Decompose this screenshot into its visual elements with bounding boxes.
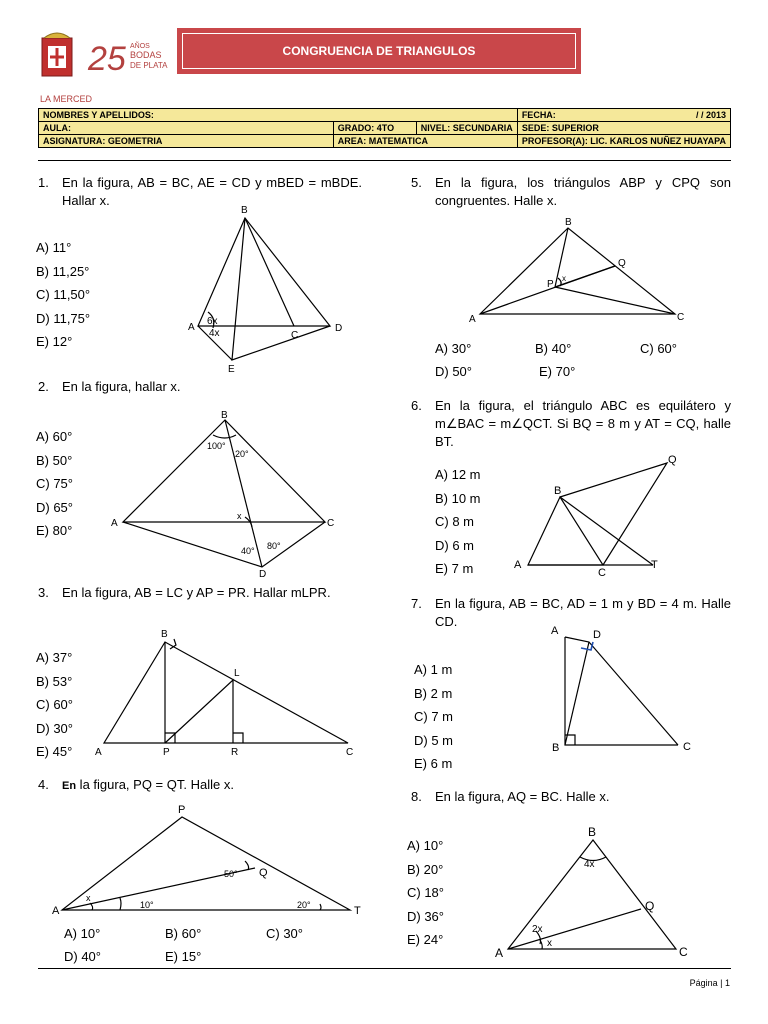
angle-label: 6x bbox=[207, 316, 218, 327]
option[interactable]: D) 50° bbox=[435, 364, 472, 379]
angle-label: 4x bbox=[584, 859, 595, 870]
vertex-label: R bbox=[231, 747, 239, 757]
school-logo bbox=[38, 28, 168, 108]
vertex-label: C bbox=[677, 312, 685, 323]
vertex-label: B bbox=[554, 485, 562, 497]
angle-label: 10° bbox=[140, 900, 154, 910]
option[interactable]: B) 2 m bbox=[414, 685, 453, 701]
option[interactable]: C) 11,50° bbox=[36, 287, 91, 302]
header-divider bbox=[38, 160, 731, 161]
option[interactable]: A) 12 m bbox=[435, 467, 481, 482]
profesor-label: PROFESOR(A): LIC. KARLOS NUÑEZ HUAYAPA bbox=[517, 135, 730, 148]
option[interactable]: E) 45° bbox=[36, 744, 73, 759]
page-number: Página | 1 bbox=[689, 978, 730, 988]
vertex-label: C bbox=[291, 330, 299, 341]
q1-figure bbox=[180, 200, 360, 378]
vertex-label: D bbox=[259, 569, 267, 580]
vertex-label: D bbox=[593, 629, 601, 641]
q4-figure bbox=[50, 800, 365, 922]
vertex-label: D bbox=[335, 323, 343, 334]
q8-figure bbox=[490, 820, 705, 965]
vertex-label: Q bbox=[645, 899, 655, 913]
option[interactable]: C) 60° bbox=[36, 697, 73, 712]
option[interactable]: A) 10° bbox=[64, 926, 101, 941]
question-number: 7. bbox=[411, 596, 422, 611]
vertex-label: Q bbox=[668, 454, 677, 466]
option[interactable]: D) 65° bbox=[36, 499, 73, 515]
q3-figure bbox=[90, 625, 365, 757]
angle-label: 80° bbox=[267, 541, 281, 551]
q8-options bbox=[407, 834, 444, 952]
option[interactable]: B) 60° bbox=[165, 926, 202, 941]
option[interactable]: C) 18° bbox=[407, 885, 444, 900]
question-text: la figura, PQ = QT. Halle x. bbox=[76, 777, 234, 792]
nivel-label: NIVEL: SECUNDARIA bbox=[416, 122, 517, 135]
option[interactable]: A) 1 m bbox=[414, 662, 453, 677]
q6-figure bbox=[510, 447, 700, 579]
question-number: 1. bbox=[38, 175, 49, 190]
vertex-label: E bbox=[228, 364, 235, 375]
option[interactable]: E) 80° bbox=[36, 523, 73, 538]
vertex-label: B bbox=[588, 825, 597, 839]
option[interactable]: E) 7 m bbox=[435, 561, 474, 576]
question-text: En la figura, AQ = BC. Halle x. bbox=[435, 789, 610, 804]
school-crest-icon bbox=[38, 28, 168, 108]
vertex-label: B bbox=[241, 205, 248, 216]
q7-figure bbox=[545, 620, 705, 755]
option[interactable]: B) 40° bbox=[535, 341, 572, 356]
option[interactable]: A) 30° bbox=[435, 341, 472, 356]
logo-school-name: LA MERCED bbox=[40, 94, 93, 104]
question-number: 8. bbox=[411, 789, 422, 804]
vertex-label: C bbox=[327, 518, 335, 529]
page-title: CONGRUENCIA DE TRIANGULOS bbox=[182, 33, 576, 69]
vertex-label: C bbox=[683, 741, 691, 753]
vertex-label: B bbox=[565, 217, 572, 228]
angle-label: x bbox=[547, 938, 552, 949]
vertex-label: A bbox=[188, 322, 195, 333]
option[interactable]: E) 70° bbox=[539, 364, 576, 379]
option[interactable]: D) 30° bbox=[36, 720, 73, 736]
option[interactable]: A) 11° bbox=[36, 240, 72, 255]
angle-label: x bbox=[237, 511, 242, 521]
vertex-label: A bbox=[111, 518, 118, 529]
area-label: AREA: MATEMATICA bbox=[333, 135, 517, 148]
fecha-value: / / 2013 bbox=[566, 109, 731, 122]
vertex-label: T bbox=[651, 559, 658, 571]
vertex-label: A bbox=[95, 747, 102, 757]
option[interactable]: B) 20° bbox=[407, 861, 444, 877]
logo-years: AÑOS bbox=[130, 43, 150, 50]
option[interactable]: C) 30° bbox=[266, 926, 303, 941]
q7-options bbox=[414, 658, 453, 776]
question-number: 2. bbox=[38, 379, 49, 394]
grado-label: GRADO: 4TO bbox=[333, 122, 416, 135]
option[interactable]: B) 50° bbox=[36, 452, 73, 468]
question-text: En la figura, AB = BC, AD = 1 m y BD = 4 m. Halle CD. bbox=[435, 596, 731, 629]
option[interactable]: C) 60° bbox=[640, 341, 677, 356]
vertex-label: P bbox=[178, 804, 186, 816]
q3-options bbox=[36, 646, 73, 764]
q2-figure bbox=[105, 405, 345, 580]
student-info-table bbox=[38, 108, 731, 148]
vertex-label: B bbox=[552, 742, 560, 754]
q6-options bbox=[435, 463, 481, 581]
option[interactable]: A) 10° bbox=[407, 838, 444, 853]
q2-options bbox=[36, 425, 73, 543]
question-number: 3. bbox=[38, 585, 49, 600]
vertex-label: A bbox=[495, 946, 504, 960]
vertex-label: B bbox=[221, 410, 228, 421]
vertex-label: P bbox=[547, 279, 554, 290]
option[interactable]: E) 6 m bbox=[414, 756, 453, 771]
vertex-label: P bbox=[163, 747, 170, 757]
question-text: En la figura, AB = BC, AE = CD y mBED = mBDE. Hallar x. bbox=[62, 175, 362, 208]
vertex-label: A bbox=[514, 559, 522, 571]
vertex-label: A bbox=[469, 314, 476, 325]
fecha-label: FECHA: bbox=[517, 109, 566, 122]
angle-label: 2x bbox=[532, 924, 543, 935]
angle-label: 20° bbox=[297, 900, 311, 910]
vertex-label: C bbox=[346, 747, 354, 757]
option[interactable]: E) 24° bbox=[407, 932, 444, 947]
logo-bodas: BODAS bbox=[130, 50, 162, 60]
q5-figure bbox=[465, 212, 695, 327]
aula-label: AULA: bbox=[39, 122, 334, 135]
vertex-label: A bbox=[551, 625, 559, 637]
angle-label: 50° bbox=[224, 869, 238, 879]
question-text: En la figura, hallar x. bbox=[62, 379, 181, 394]
question-text-bold: En bbox=[62, 780, 77, 792]
option[interactable]: A) 60° bbox=[36, 429, 73, 444]
option[interactable]: D) 11,75° bbox=[36, 310, 91, 326]
option[interactable]: E) 12° bbox=[36, 334, 73, 349]
option[interactable]: D) 36° bbox=[407, 908, 444, 924]
angle-label: 4x bbox=[209, 328, 220, 339]
question-number: 5. bbox=[411, 175, 422, 190]
angle-label: x bbox=[86, 893, 91, 903]
option[interactable]: D) 5 m bbox=[414, 732, 453, 748]
option[interactable]: A) 37° bbox=[36, 650, 73, 665]
title-banner bbox=[177, 28, 581, 74]
logo-de-plata: DE PLATA bbox=[130, 61, 168, 70]
question-text: En la figura, AB = LC y AP = PR. Hallar mLPR. bbox=[62, 585, 331, 600]
vertex-label: T bbox=[354, 905, 361, 917]
option[interactable]: B) 11,25° bbox=[36, 263, 90, 279]
nombres-label: NOMBRES Y APELLIDOS: bbox=[39, 109, 518, 122]
footer-divider bbox=[38, 968, 731, 969]
angle-label: 20° bbox=[235, 449, 249, 459]
vertex-label: C bbox=[679, 945, 688, 959]
angle-label: 40° bbox=[241, 546, 255, 556]
vertex-label: A bbox=[52, 905, 60, 917]
question-text: En la figura, el triángulo ABC es equilátero y m∠BAC = m∠QCT. Si BQ = 8 m y AT = CQ, halle BT. bbox=[435, 398, 731, 449]
vertex-label: B bbox=[161, 629, 168, 640]
option[interactable]: D) 6 m bbox=[435, 537, 474, 553]
asignatura-label: ASIGNATURA: GEOMETRIA bbox=[39, 135, 334, 148]
logo-number: 25 bbox=[88, 40, 126, 78]
option[interactable]: C) 8 m bbox=[435, 514, 474, 529]
question-number: 6. bbox=[411, 398, 422, 413]
option[interactable]: D) 40° bbox=[64, 949, 101, 964]
option[interactable]: B) 10 m bbox=[435, 490, 481, 506]
sede-label: SEDE: SUPERIOR bbox=[517, 122, 730, 135]
vertex-label: Q bbox=[618, 258, 626, 269]
option[interactable]: C) 7 m bbox=[414, 709, 453, 724]
angle-label: x bbox=[562, 274, 566, 283]
vertex-label: L bbox=[234, 668, 240, 679]
option[interactable]: E) 15° bbox=[165, 949, 202, 964]
option[interactable]: B) 53° bbox=[36, 673, 73, 689]
vertex-label: C bbox=[598, 567, 606, 579]
vertex-label: Q bbox=[259, 867, 268, 879]
question-text: En la figura, los triángulos ABP y CPQ son congruentes. Halle x. bbox=[435, 175, 731, 208]
angle-label: 100° bbox=[207, 441, 226, 451]
q1-options bbox=[36, 236, 90, 354]
option[interactable]: C) 75° bbox=[36, 476, 73, 491]
question-number: 4. bbox=[38, 777, 49, 792]
